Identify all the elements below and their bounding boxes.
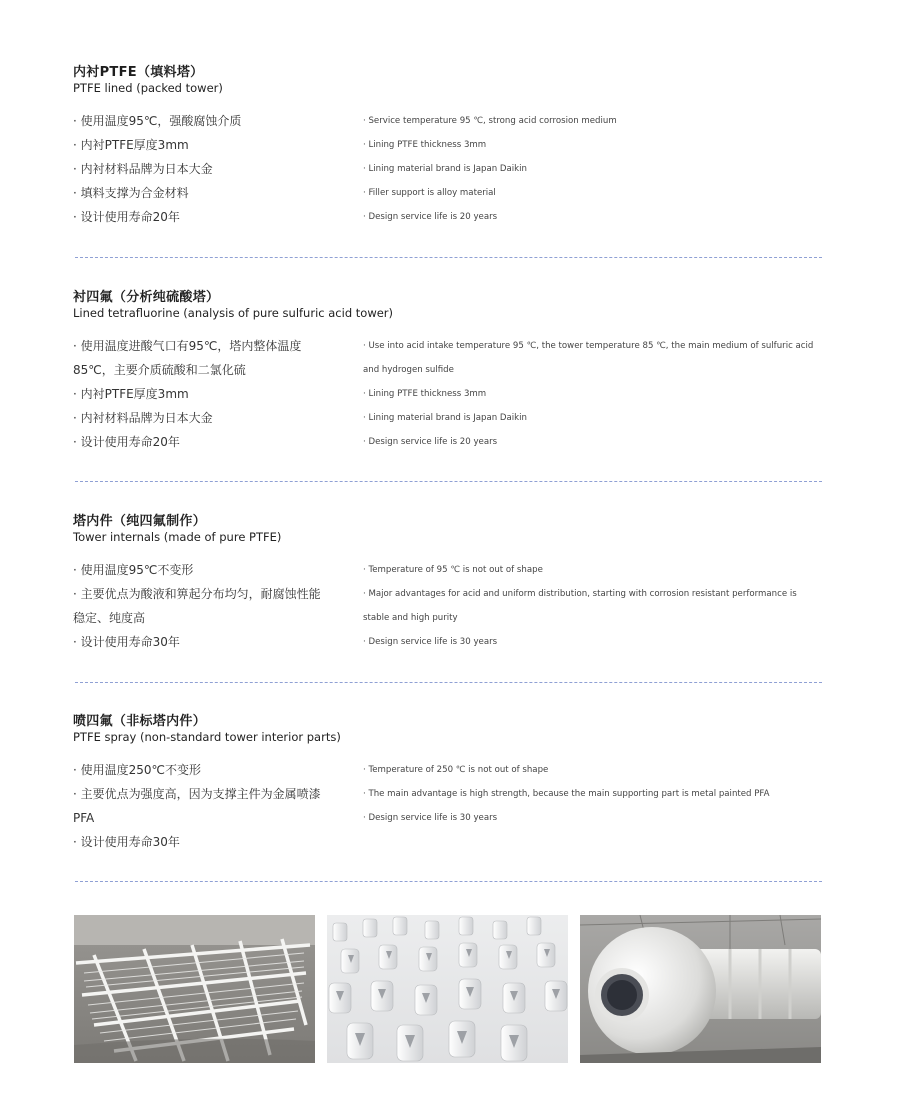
section-ptfe-spray	[73, 714, 823, 854]
chinese-feature-list	[73, 558, 328, 654]
section-title-cn: 塔内件（纯四氟制作）	[73, 514, 207, 529]
english-feature-list	[363, 558, 823, 654]
section-title-en: Tower internals (made of pure PTFE)	[73, 530, 282, 544]
ptfe-bubble-caps-image	[327, 915, 568, 1063]
feature-en: · Lining material brand is Japan Daikin	[363, 164, 527, 174]
feature-cn: · 主要优点为酸液和箅起分布均匀，耐腐蚀性能稳定、纯度高	[73, 587, 321, 625]
feature-en: · Design service life is 20 years	[363, 212, 498, 222]
feature-en: · Design service life is 30 years	[363, 637, 498, 647]
feature-cn: · 使用温度95℃不变形	[73, 563, 194, 577]
section-title-en: PTFE lined (packed tower)	[73, 81, 223, 95]
english-feature-list	[363, 758, 823, 830]
chinese-feature-list	[73, 758, 328, 854]
ptfe-bubble-caps-photo	[327, 915, 568, 1063]
feature-en: · Use into acid intake temperature 95 ℃, the tower temperature 85 ℃, the main medium of sulfuric acid and hydrogen sulfide	[363, 341, 814, 375]
feature-cn: · 填料支撑为合金材料	[73, 186, 189, 200]
section-title-en: PTFE spray (non-standard tower interior parts)	[73, 730, 341, 744]
feature-en: · Major advantages for acid and uniform distribution, starting with corrosion resistant performance is stable and high purity	[363, 589, 797, 623]
feature-cn: · 使用温度95℃，强酸腐蚀介质	[73, 114, 242, 128]
section-title-cn: 喷四氟（非标塔内件）	[73, 714, 207, 729]
ptfe-sprayed-vessel-photo	[580, 915, 821, 1063]
feature-cn: · 设计使用寿命30年	[73, 835, 180, 849]
section-title-cn: 内衬PTFE（填料塔）	[73, 65, 204, 80]
feature-en: · Service temperature 95 ℃, strong acid corrosion medium	[363, 116, 617, 126]
feature-en: · Lining PTFE thickness 3mm	[363, 389, 487, 399]
feature-en: · Filler support is alloy material	[363, 188, 496, 198]
feature-en: · Temperature of 95 ℃ is not out of shape	[363, 565, 543, 575]
feature-cn: · 内衬材料品牌为日本大金	[73, 162, 213, 176]
section-title-en: Lined tetrafluorine (analysis of pure sulfuric acid tower)	[73, 306, 394, 320]
section-tower-internals	[73, 514, 823, 654]
feature-en: · Design service life is 20 years	[363, 437, 498, 447]
feature-en: · Temperature of 250 ℃ is not out of shape	[363, 765, 549, 775]
feature-cn: · 设计使用寿命20年	[73, 435, 180, 449]
feature-cn: · 主要优点为强度高，因为支撑主件为金属喷漆PFA	[73, 787, 321, 825]
feature-en: · Design service life is 30 years	[363, 813, 498, 823]
feature-cn: · 使用温度进酸气口有95℃，塔内整体温度85℃，主要介质硫酸和二氯化硫	[73, 339, 302, 377]
section-divider	[75, 881, 822, 882]
section-divider	[75, 481, 822, 482]
section-packed-tower	[73, 65, 823, 229]
section-divider	[75, 682, 822, 683]
ptfe-grid-tray-photo	[74, 915, 315, 1063]
feature-cn: · 设计使用寿命20年	[73, 210, 180, 224]
ptfe-grid-tray-image	[74, 915, 315, 1063]
feature-en: · The main advantage is high strength, because the main supporting part is metal painted PFA	[363, 789, 770, 799]
feature-cn: · 使用温度250℃不变形	[73, 763, 202, 777]
feature-cn: · 内衬材料品牌为日本大金	[73, 411, 213, 425]
feature-cn: · 内衬PTFE厚度3mm	[73, 138, 189, 152]
section-title-cn: 衬四氟（分析纯硫酸塔）	[73, 290, 220, 305]
chinese-feature-list	[73, 334, 328, 454]
feature-en: · Lining material brand is Japan Daikin	[363, 413, 527, 423]
section-sulfuric-acid-tower	[73, 290, 823, 454]
feature-en: · Lining PTFE thickness 3mm	[363, 140, 487, 150]
feature-cn: · 内衬PTFE厚度3mm	[73, 387, 189, 401]
chinese-feature-list	[73, 109, 328, 229]
english-feature-list	[363, 109, 823, 229]
ptfe-sprayed-vessel-image	[580, 915, 821, 1063]
feature-cn: · 设计使用寿命30年	[73, 635, 180, 649]
section-divider	[75, 257, 822, 258]
english-feature-list	[363, 334, 823, 454]
